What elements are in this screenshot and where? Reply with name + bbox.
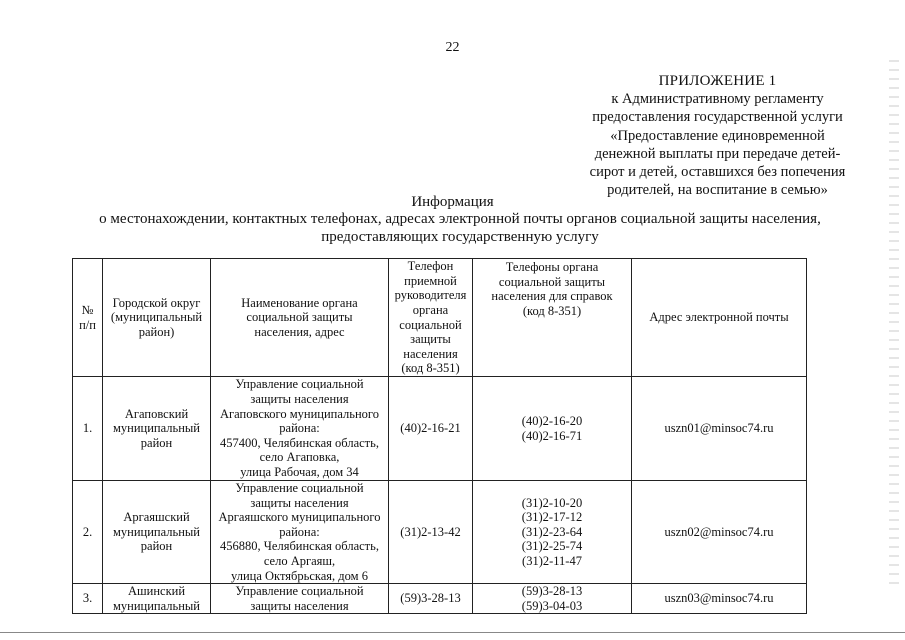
cell-line: Агаповский: [124, 406, 189, 421]
appendix-line: родителей, на воспитание в семью»: [607, 182, 828, 199]
cell-line: улица Рабочая, дом 34: [240, 464, 359, 479]
header-email: [632, 259, 807, 377]
cell-line: муниципальный: [113, 524, 200, 539]
contacts-table: [72, 258, 807, 614]
cell-head-phone: (59)3-28-13: [389, 584, 473, 614]
cell-line: (40)2-16-71: [521, 428, 583, 443]
cell-ref-phones: [473, 481, 632, 584]
cell-line: 457400, Челябинская область,: [220, 435, 379, 450]
cell-line: (59)3-28-13: [521, 584, 583, 599]
cell-line: социальной: [399, 317, 462, 332]
cell-organ: [211, 481, 389, 584]
appendix-line: «Предоставление единовременной: [610, 127, 825, 144]
cell-line: Аргаяшского муниципального: [218, 510, 381, 525]
cell-head-phone: (40)2-16-21: [389, 377, 473, 481]
cell-line: район: [140, 435, 173, 450]
cell-line: муниципальный: [113, 598, 200, 613]
cell-line: (муниципальный: [110, 310, 203, 325]
cell-line: (59)3-04-03: [521, 598, 583, 613]
cell-line: п/п: [79, 317, 96, 332]
info-title: Информация: [411, 194, 494, 210]
cell-num: 1.: [73, 377, 103, 481]
cell-line: защиты населения: [250, 495, 349, 510]
info-subtitle: [60, 210, 860, 246]
cell-line: район): [138, 324, 175, 339]
cell-num: 2.: [73, 481, 103, 584]
cell-email: uszn03@minsoc74.ru: [632, 584, 807, 614]
appendix-title: ПРИЛОЖЕНИЕ 1: [658, 73, 777, 89]
cell-line: защиты: [410, 332, 451, 347]
table-header-row: [73, 259, 807, 377]
cell-district: [103, 377, 211, 481]
scan-edge-marks: [889, 60, 899, 590]
cell-line: №: [81, 302, 94, 317]
table-row: [73, 377, 807, 481]
cell-ref-phones: [473, 584, 632, 614]
cell-line: руководителя: [394, 288, 467, 303]
table-row: [73, 481, 807, 584]
cell-email: uszn02@minsoc74.ru: [632, 481, 807, 584]
header-head-phone: [389, 259, 473, 377]
appendix-line: предоставления государственной услуги: [592, 109, 843, 126]
cell-organ: [211, 584, 389, 614]
cell-line: Городской округ: [112, 295, 201, 310]
table-row: [73, 584, 807, 614]
appendix-block: [585, 72, 850, 199]
cell-line: 456880, Челябинская область,: [220, 539, 379, 554]
cell-line: улица Октябрьская, дом 6: [231, 568, 368, 583]
cell-line: Ашинский: [127, 584, 186, 599]
cell-district: [103, 584, 211, 614]
cell-head-phone: (31)2-13-42: [389, 481, 473, 584]
cell-line: (код 8-351): [401, 361, 460, 376]
cell-line: (31)2-25-74: [521, 539, 583, 554]
header-district: [103, 259, 211, 377]
cell-line: населения: [403, 346, 458, 361]
appendix-line: сирот и детей, оставшихся без попечения: [589, 164, 846, 181]
cell-line: Адрес электронной почты: [649, 310, 789, 325]
cell-line: (31)2-10-20: [521, 495, 583, 510]
cell-email: uszn01@minsoc74.ru: [632, 377, 807, 481]
cell-line: Управление социальной: [235, 584, 364, 599]
header-ref-phones: [473, 259, 632, 377]
cell-line: района:: [279, 524, 320, 539]
cell-line: района:: [279, 421, 320, 436]
info-subtitle-line: о местонахождении, контактных телефонах, адресах электронной почты органов социальной защиты населения,: [99, 211, 821, 227]
cell-line: социальной защиты: [246, 310, 353, 325]
cell-district: [103, 481, 211, 584]
cell-line: Аргаяшский: [123, 510, 190, 525]
cell-line: (31)2-17-12: [521, 510, 583, 525]
cell-line: Телефоны органа: [505, 260, 599, 274]
cell-line: социальной защиты: [498, 274, 606, 289]
cell-organ: [211, 377, 389, 481]
header-organ: [211, 259, 389, 377]
cell-line: район: [140, 539, 173, 554]
cell-line: (31)2-11-47: [522, 553, 582, 568]
cell-line: органа: [412, 302, 449, 317]
cell-line: Телефон: [407, 259, 454, 274]
cell-ref-phones: [473, 377, 632, 481]
info-subtitle-line: предоставляющих государственную услугу: [321, 229, 599, 245]
cell-line: муниципальный: [113, 421, 200, 436]
cell-line: Управление социальной: [235, 377, 364, 392]
cell-line: село Агаповка,: [259, 450, 340, 465]
cell-line: (код 8-351): [522, 303, 582, 318]
cell-line: защиты населения: [250, 598, 349, 613]
cell-line: приемной: [404, 273, 457, 288]
cell-line: Управление социальной: [235, 481, 364, 495]
cell-num: 3.: [73, 584, 103, 614]
cell-line: село Аргаяш,: [263, 553, 336, 568]
appendix-line: денежной выплаты при передаче детей-: [594, 145, 841, 162]
cell-line: Агаповского муниципального: [220, 406, 379, 421]
header-num: [73, 259, 103, 377]
cell-line: защиты населения: [250, 392, 349, 407]
cell-line: Наименование органа: [241, 295, 358, 310]
cell-line: населения, адрес: [254, 324, 345, 339]
cell-line: населения для справок: [491, 289, 613, 304]
appendix-line: к Административному регламенту: [611, 91, 824, 108]
cell-line: (40)2-16-20: [521, 413, 583, 428]
cell-line: (31)2-23-64: [521, 524, 583, 539]
page-bottom-rule: [0, 632, 905, 633]
page-number: 22: [445, 40, 460, 55]
